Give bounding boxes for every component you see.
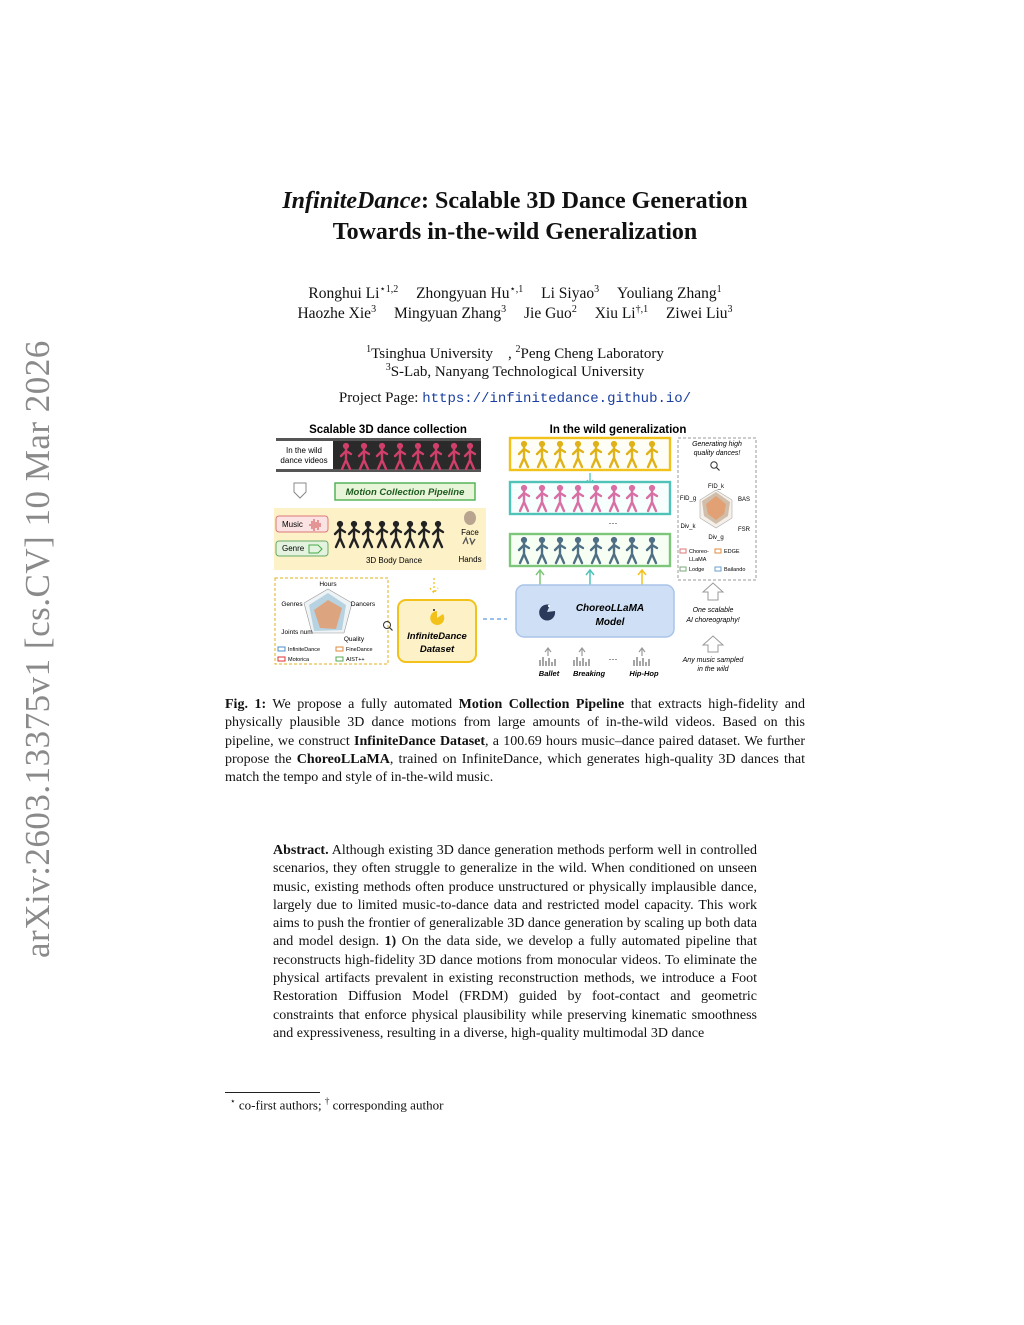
project-url-link[interactable]: https://infinitedance.github.io/ [422, 391, 692, 407]
author: Ronghui $Li^{⋆1,2}$ [308, 284, 399, 303]
svg-text:Div_g: Div_g [708, 535, 724, 541]
author: Youliang Zhang$^1$ [616, 284, 722, 303]
svg-text:in the wild: in the wild [697, 666, 729, 673]
svg-text:Ballet: Ballet [538, 669, 560, 678]
svg-text:Dancers: Dancers [350, 601, 376, 608]
svg-text:Lodge: Lodge [689, 567, 705, 573]
author: Li Siyao$^3$ [541, 284, 600, 303]
abstract: Abstract. Although existing 3D dance generation methods perform well in controlled scenarios, they often struggle to generalize in the wild. When conditioned on unseen music, existing methods often produce unstructured or physically implausible dance, largely due to limited music-to-dance data and restricted model capacity. This work aims to push the frontier of generalizable 3D dance generation by scaling up both data and model design. 1) On the data side, we develop a fully automated pipeline that reconstructs high-fidelity 3D dance motions from monocular videos. To eliminate the physical artifacts prevalent in existing reconstruction methods, we introduce a Foot Restoration Diffusion Model (FRDM) guided by foot-contact and geometric constraints that enforce physical plausibility while preserving kinematic smoothness and expressiveness, resulting in a diverse, high-quality multimodal 3D dance [273, 843, 758, 1041]
svg-text:Breaking: Breaking [572, 669, 606, 678]
pipeline-label: Motion Collection Pipeline [345, 487, 465, 498]
svg-text:Model: Model [595, 617, 625, 628]
footnote: ⋆ co-first authors; † corresponding author [230, 1096, 444, 1113]
svg-text:BAS: BAS [737, 497, 751, 503]
svg-text:Motorica: Motorica [288, 657, 310, 663]
svg-text:dance videos: dance videos [280, 456, 328, 465]
svg-text:Quality: Quality [343, 636, 365, 643]
svg-text:Genres: Genres [281, 601, 303, 608]
svg-text:EDGE: EDGE [724, 549, 740, 555]
model-label: ChoreoLLaMA [575, 603, 645, 614]
author: Jie Guo$^2$ [524, 304, 577, 323]
author-row-1 [200, 284, 830, 303]
figure-diagram [272, 420, 762, 682]
figure-1 [272, 420, 762, 682]
svg-text:Generating high: Generating high [692, 441, 742, 448]
svg-text:AI choreography!: AI choreography! [686, 617, 740, 624]
svg-text:Any music sampled: Any music sampled [682, 657, 744, 664]
svg-text:quality dances!: quality dances! [693, 450, 741, 457]
right-heading: In the wild generalization [549, 424, 687, 436]
footnote-divider [225, 1092, 320, 1093]
svg-text:Div_k: Div_k [680, 524, 696, 530]
svg-text:Hands: Hands [458, 555, 482, 564]
svg-text:Joints num: Joints num [281, 629, 313, 636]
project-page: Project Page: https://infinitedance.github.io/ [338, 390, 692, 407]
svg-text:Face: Face [461, 528, 479, 537]
svg-text:Genre: Genre [282, 544, 305, 553]
svg-text:In the wild: In the wild [285, 446, 323, 455]
svg-text:InfiniteDance: InfiniteDance [288, 647, 321, 653]
paper-title: InfiniteDance: Scalable 3D Dance Generation Towards in-the-wild Generalization [282, 188, 748, 245]
svg-text:···: ··· [608, 518, 618, 528]
svg-text:Hours: Hours [319, 581, 337, 588]
svg-text:FSR: FSR [738, 527, 750, 533]
svg-text:Bailando: Bailando [724, 567, 746, 573]
author: Zhongyuan $Hu^{⋆,1}$ [416, 284, 524, 303]
author: Ziwei Liu$^3$ [665, 304, 733, 323]
svg-text:···: ··· [608, 654, 618, 664]
arxiv-identifier: arXiv:2603.13375v1 [cs.CV] 10 Mar 2026 [18, 340, 57, 958]
svg-text:Dataset: Dataset [419, 644, 455, 655]
svg-text:LLaMA: LLaMA [689, 557, 707, 563]
svg-text:Hip-Hop: Hip-Hop [629, 669, 659, 678]
svg-text:Choreo-: Choreo- [689, 549, 709, 555]
author: Haozhe Xie$^3$ [297, 304, 377, 323]
author-row-2 [200, 304, 830, 323]
svg-text:One scalable: One scalable [692, 607, 734, 614]
author: Mingyuan Zhang$^3$ [393, 304, 507, 323]
dataset-label: InfiniteDance [407, 631, 467, 642]
svg-text:3D Body Dance: 3D Body Dance [365, 556, 423, 565]
svg-text:Music: Music [282, 520, 303, 529]
figure-caption: Fig. 1: We propose a fully automated Motion Collection Pipeline that extracts high-fidelity and physically plausible 3D dance motions from large amounts of in-the-wild videos. Based on this pipeline, we construct InfiniteDance Dataset, a 100.69 hours music–dance paired dataset. We further propose the ChoreoLLaMA, trained on InfiniteDance, which generates high-quality 3D dances that match the tempo and style of in-the-wild music. [225, 697, 805, 786]
affiliation-line-2: $^3$S-Lab, Nanyang Technological University [385, 362, 645, 380]
svg-text:FID_k: FID_k [707, 484, 725, 490]
svg-text:AIST++: AIST++ [346, 657, 365, 663]
author: Xiu $Li^{\dagger,1}$ [594, 304, 649, 323]
left-heading: Scalable 3D dance collection [309, 424, 467, 436]
affiliation-line-1: $^1$Tsinghua University , $^2$Peng Cheng Laboratory [366, 344, 664, 362]
svg-text:FineDance: FineDance [346, 647, 373, 653]
svg-text:FID_g: FID_g [679, 496, 697, 502]
